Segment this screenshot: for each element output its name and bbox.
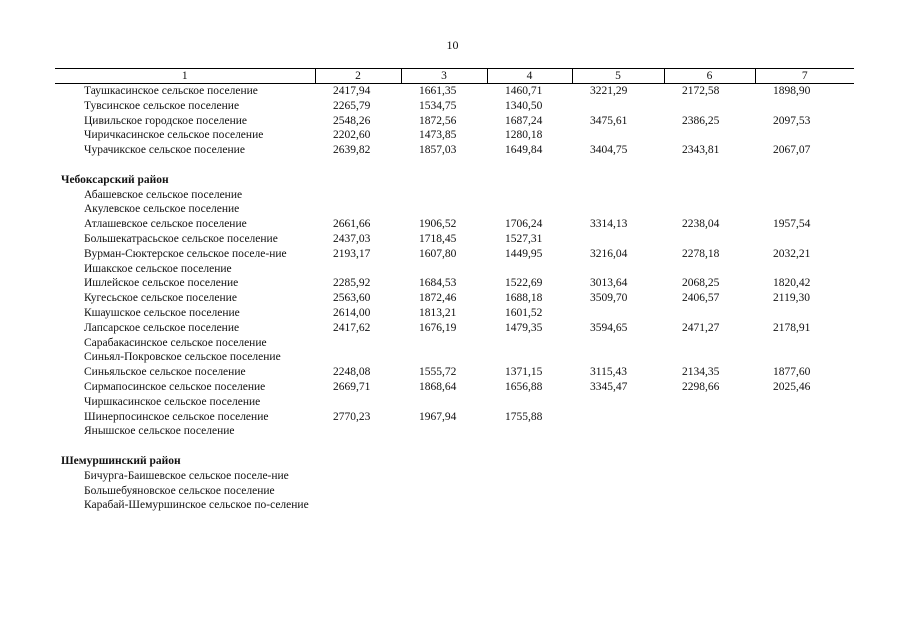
settlement-name: Акулевское сельское поселение bbox=[84, 203, 240, 216]
value-cell bbox=[572, 424, 664, 439]
value-cell bbox=[664, 484, 755, 499]
settlement-name: Таушкасинское сельское поселение bbox=[84, 85, 258, 97]
table-row bbox=[55, 336, 854, 351]
value-cell: 2343,81 bbox=[682, 144, 720, 157]
value-cell: 1649,84 bbox=[505, 144, 543, 157]
settlement-name: Кугесьское сельское поселение bbox=[84, 292, 237, 305]
settlement-name: Цивильское городское поселение bbox=[84, 114, 247, 127]
value-cell: 1688,18 bbox=[505, 292, 543, 305]
value-cell: 2639,82 bbox=[333, 144, 371, 157]
value-cell: 1371,15 bbox=[505, 366, 543, 379]
value-cell bbox=[755, 202, 854, 217]
column-number: 3 bbox=[401, 69, 487, 84]
value-cell: 1687,24 bbox=[505, 114, 543, 127]
district-row bbox=[55, 173, 854, 188]
value-cell: 1967,94 bbox=[419, 410, 457, 423]
settlement-name: Вурман-Сюктерское сельское поселе-ние bbox=[84, 247, 287, 260]
value-cell bbox=[401, 202, 487, 217]
table-row bbox=[55, 202, 854, 217]
value-cell: 1607,80 bbox=[419, 247, 457, 260]
value-cell bbox=[572, 484, 664, 499]
settlement-name: Атлашевское сельское поселение bbox=[84, 218, 247, 231]
value-cell bbox=[664, 469, 755, 484]
value-cell: 2068,25 bbox=[682, 277, 720, 290]
value-cell: 1706,24 bbox=[505, 218, 543, 231]
column-number: 6 bbox=[664, 69, 755, 84]
table-row bbox=[55, 380, 854, 395]
value-cell bbox=[755, 484, 854, 499]
value-cell: 2471,27 bbox=[682, 321, 720, 334]
value-cell bbox=[487, 498, 572, 513]
table-row bbox=[55, 262, 854, 277]
value-cell: 1460,71 bbox=[505, 85, 543, 97]
value-cell bbox=[401, 469, 487, 484]
column-number: 2 bbox=[315, 69, 401, 84]
column-number: 5 bbox=[572, 69, 664, 84]
value-cell: 3345,47 bbox=[590, 380, 628, 393]
table-row bbox=[55, 469, 854, 484]
value-cell: 1479,35 bbox=[505, 321, 543, 334]
district-title: Шемуршинский район bbox=[61, 454, 181, 467]
settlement-name: Большекатрасьское сельское поселение bbox=[84, 232, 278, 245]
value-cell: 1872,56 bbox=[419, 114, 457, 127]
value-cell: 1868,64 bbox=[419, 380, 457, 393]
value-cell: 2119,30 bbox=[773, 292, 810, 305]
value-cell bbox=[401, 484, 487, 499]
value-cell bbox=[572, 395, 664, 410]
value-cell bbox=[664, 410, 755, 425]
value-cell: 1661,35 bbox=[419, 85, 457, 97]
value-cell bbox=[664, 99, 755, 114]
settlement-name: Лапсарское сельское поселение bbox=[84, 321, 240, 334]
table-row bbox=[55, 350, 854, 365]
value-cell: 1656,88 bbox=[505, 380, 543, 393]
value-cell: 3221,29 bbox=[590, 85, 628, 97]
value-cell: 3404,75 bbox=[590, 144, 628, 157]
value-cell: 3594,65 bbox=[590, 321, 628, 334]
value-cell bbox=[664, 188, 755, 203]
value-cell bbox=[664, 306, 755, 321]
value-cell: 2563,60 bbox=[333, 292, 371, 305]
value-cell bbox=[572, 99, 664, 114]
value-cell: 1877,60 bbox=[773, 366, 811, 379]
table-row bbox=[55, 114, 854, 129]
value-cell bbox=[487, 202, 572, 217]
value-cell: 2172,58 bbox=[682, 85, 720, 97]
settlement-name: Шинерпосинское сельское поселение bbox=[84, 410, 269, 423]
value-cell bbox=[755, 395, 854, 410]
value-cell: 2386,25 bbox=[682, 114, 720, 127]
settlement-name: Ишакское сельское поселение bbox=[84, 262, 232, 275]
value-cell: 1522,69 bbox=[505, 277, 543, 290]
page-number: 10 bbox=[446, 38, 459, 52]
table-row bbox=[55, 84, 854, 99]
district-row bbox=[55, 454, 854, 469]
settlement-name: Карабай-Шемуршинское сельское по-селение bbox=[84, 499, 309, 512]
value-cell: 2067,07 bbox=[773, 144, 811, 157]
value-cell: 2248,08 bbox=[333, 366, 371, 379]
value-cell: 2278,18 bbox=[682, 247, 720, 260]
settlement-name: Янышское сельское поселение bbox=[84, 425, 235, 438]
table-row bbox=[55, 188, 854, 203]
value-cell: 1872,46 bbox=[419, 292, 457, 305]
column-number: 4 bbox=[487, 69, 572, 84]
spacer-row bbox=[55, 439, 854, 454]
column-number: 1 bbox=[55, 69, 315, 84]
value-cell: 3509,70 bbox=[590, 292, 628, 305]
district-title: Чебоксарский район bbox=[61, 173, 169, 186]
value-cell bbox=[755, 99, 854, 114]
value-cell: 1957,54 bbox=[773, 218, 811, 231]
value-cell bbox=[401, 188, 487, 203]
value-cell: 3475,61 bbox=[590, 114, 628, 127]
value-cell bbox=[572, 128, 664, 143]
value-cell bbox=[315, 498, 401, 513]
value-cell bbox=[755, 128, 854, 143]
value-cell bbox=[315, 484, 401, 499]
value-cell bbox=[572, 350, 664, 365]
value-cell bbox=[487, 484, 572, 499]
settlement-name: Ишлейское сельское поселение bbox=[84, 277, 239, 290]
column-number: 7 bbox=[755, 69, 854, 84]
table-row bbox=[55, 306, 854, 321]
value-cell bbox=[755, 188, 854, 203]
settlement-name: Чурачикское сельское поселение bbox=[84, 144, 245, 157]
value-cell bbox=[487, 336, 572, 351]
value-cell bbox=[487, 424, 572, 439]
value-cell bbox=[401, 395, 487, 410]
value-cell: 1555,72 bbox=[419, 366, 457, 379]
tariff-table bbox=[55, 68, 854, 513]
value-cell bbox=[572, 188, 664, 203]
value-cell bbox=[755, 350, 854, 365]
value-cell: 2193,17 bbox=[333, 247, 371, 260]
value-cell bbox=[315, 395, 401, 410]
value-cell: 2661,66 bbox=[333, 218, 371, 231]
value-cell bbox=[487, 188, 572, 203]
value-cell: 2548,26 bbox=[333, 114, 371, 127]
value-cell: 2614,00 bbox=[333, 306, 371, 319]
value-cell bbox=[401, 424, 487, 439]
table-row bbox=[55, 424, 854, 439]
value-cell bbox=[315, 469, 401, 484]
value-cell bbox=[755, 424, 854, 439]
value-cell bbox=[572, 306, 664, 321]
value-cell bbox=[487, 262, 572, 277]
value-cell: 3314,13 bbox=[590, 218, 628, 231]
value-cell bbox=[487, 350, 572, 365]
value-cell bbox=[487, 469, 572, 484]
value-cell bbox=[755, 306, 854, 321]
value-cell: 2669,71 bbox=[333, 380, 371, 393]
value-cell: 3216,04 bbox=[590, 247, 628, 260]
settlement-name: Большебуяновское сельское поселение bbox=[84, 484, 275, 497]
value-cell: 2417,94 bbox=[333, 85, 371, 97]
value-cell bbox=[572, 262, 664, 277]
value-cell bbox=[572, 336, 664, 351]
value-cell: 2178,91 bbox=[773, 321, 811, 334]
table-row bbox=[55, 498, 854, 513]
value-cell: 1898,90 bbox=[773, 85, 811, 97]
settlement-name: Синьял-Покровское сельское поселение bbox=[84, 351, 281, 364]
value-cell bbox=[572, 232, 664, 247]
value-cell bbox=[664, 262, 755, 277]
value-cell bbox=[315, 188, 401, 203]
column-number-row bbox=[55, 69, 854, 84]
table-row bbox=[55, 217, 854, 232]
value-cell: 2134,35 bbox=[682, 366, 720, 379]
spacer-row bbox=[55, 158, 854, 173]
value-cell bbox=[664, 498, 755, 513]
value-cell: 2406,57 bbox=[682, 292, 720, 305]
value-cell bbox=[664, 128, 755, 143]
settlement-name: Абашевское сельское поселение bbox=[84, 188, 243, 201]
value-cell bbox=[572, 202, 664, 217]
value-cell: 2238,04 bbox=[682, 218, 720, 231]
value-cell: 2202,60 bbox=[333, 129, 371, 142]
value-cell bbox=[755, 232, 854, 247]
spacer-cell bbox=[55, 439, 854, 454]
value-cell bbox=[315, 202, 401, 217]
value-cell: 1449,95 bbox=[505, 247, 543, 260]
table-row bbox=[55, 291, 854, 306]
table-row bbox=[55, 365, 854, 380]
settlement-name: Кшаушское сельское поселение bbox=[84, 306, 240, 319]
value-cell bbox=[664, 336, 755, 351]
value-cell: 1684,53 bbox=[419, 277, 457, 290]
table-row bbox=[55, 484, 854, 499]
value-cell: 1820,42 bbox=[773, 277, 811, 290]
value-cell: 2770,23 bbox=[333, 410, 371, 423]
table-row bbox=[55, 247, 854, 262]
value-cell: 2417,62 bbox=[333, 321, 371, 334]
settlement-name: Синьяльское сельское поселение bbox=[84, 366, 246, 379]
value-cell: 1906,52 bbox=[419, 218, 457, 231]
table-row bbox=[55, 128, 854, 143]
value-cell: 1813,21 bbox=[419, 306, 457, 319]
value-cell: 2298,66 bbox=[682, 380, 720, 393]
value-cell bbox=[664, 232, 755, 247]
table-row bbox=[55, 395, 854, 410]
value-cell: 3115,43 bbox=[590, 366, 627, 379]
value-cell: 1527,31 bbox=[505, 232, 543, 245]
value-cell bbox=[572, 469, 664, 484]
value-cell: 2437,03 bbox=[333, 232, 371, 245]
value-cell: 2265,79 bbox=[333, 99, 371, 112]
value-cell: 1676,19 bbox=[419, 321, 457, 334]
value-cell bbox=[755, 498, 854, 513]
value-cell bbox=[315, 424, 401, 439]
value-cell: 1280,18 bbox=[505, 129, 543, 142]
value-cell bbox=[315, 350, 401, 365]
value-cell bbox=[755, 410, 854, 425]
table-row bbox=[55, 276, 854, 291]
value-cell bbox=[401, 262, 487, 277]
value-cell: 2097,53 bbox=[773, 114, 811, 127]
table-row bbox=[55, 143, 854, 158]
value-cell bbox=[487, 395, 572, 410]
value-cell bbox=[401, 498, 487, 513]
value-cell bbox=[664, 424, 755, 439]
value-cell: 1601,52 bbox=[505, 306, 543, 319]
settlement-name: Сирмапосинское сельское поселение bbox=[84, 380, 266, 393]
value-cell: 3013,64 bbox=[590, 277, 628, 290]
value-cell bbox=[315, 262, 401, 277]
value-cell: 1534,75 bbox=[419, 99, 457, 112]
value-cell bbox=[401, 336, 487, 351]
value-cell: 1718,45 bbox=[419, 232, 457, 245]
value-cell bbox=[401, 350, 487, 365]
settlement-name: Чиричкасинское сельское поселение bbox=[84, 129, 264, 142]
table-row bbox=[55, 232, 854, 247]
value-cell bbox=[755, 336, 854, 351]
value-cell bbox=[315, 336, 401, 351]
settlement-name: Сарабакасинское сельское поселение bbox=[84, 336, 267, 349]
value-cell bbox=[755, 262, 854, 277]
table-row bbox=[55, 410, 854, 425]
value-cell: 1473,85 bbox=[419, 129, 457, 142]
table-row bbox=[55, 321, 854, 336]
value-cell: 2032,21 bbox=[773, 247, 811, 260]
settlement-name: Тувсинское сельское поселение bbox=[84, 99, 240, 112]
value-cell: 1340,50 bbox=[505, 99, 543, 112]
spacer-cell bbox=[55, 158, 854, 173]
table-row bbox=[55, 99, 854, 114]
value-cell bbox=[572, 410, 664, 425]
value-cell bbox=[664, 202, 755, 217]
value-cell: 2285,92 bbox=[333, 277, 371, 290]
settlement-name: Бичурга-Баишевское сельское поселе-ние bbox=[84, 469, 289, 482]
value-cell: 1857,03 bbox=[419, 144, 457, 157]
settlement-name: Чиршкасинское сельское поселение bbox=[84, 395, 261, 408]
value-cell: 2025,46 bbox=[773, 380, 811, 393]
value-cell bbox=[664, 395, 755, 410]
value-cell bbox=[664, 350, 755, 365]
value-cell bbox=[755, 469, 854, 484]
value-cell: 1755,88 bbox=[505, 410, 543, 423]
value-cell bbox=[572, 498, 664, 513]
